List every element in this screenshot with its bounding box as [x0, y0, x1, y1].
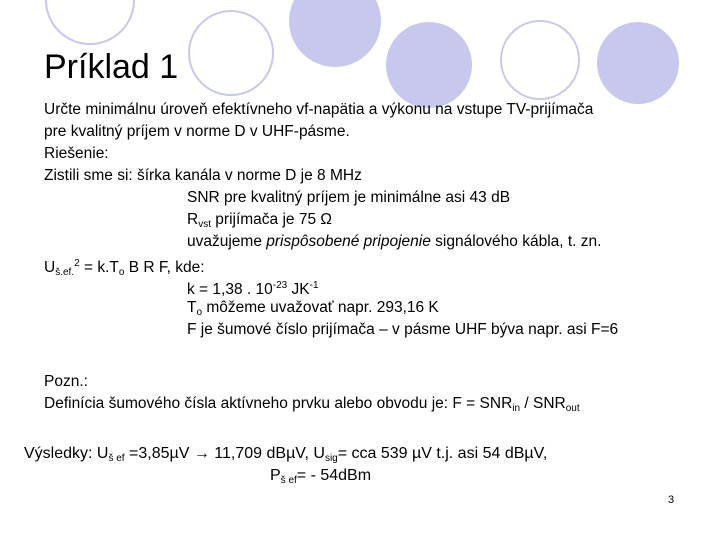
formula-tail: B R F, kde:	[124, 259, 205, 276]
matching-post: signálového kábla, t. zn.	[430, 233, 602, 250]
decor-circle-ring-1	[45, 0, 135, 45]
f-text: F je šumové číslo prijímača – v pásme UHF býva napr. asi F=6	[187, 321, 619, 338]
results-p: P	[270, 467, 281, 484]
note-slash: / SNR	[520, 395, 566, 412]
task-text-1: Určte minimálnu úroveň efektívneho vf-napätia a výkonu na vstupe TV-prijímača	[44, 101, 594, 118]
r-subscript: vst	[198, 219, 211, 230]
results-line-2	[270, 466, 371, 491]
t-symbol: T	[187, 299, 197, 316]
decor-circle-ring-2	[188, 10, 274, 96]
t-subscript: o	[196, 307, 203, 318]
r-symbol: R	[187, 211, 199, 228]
k-unit-exponent: -1	[309, 280, 319, 291]
matching-italic: prispôsobené pripojenie	[266, 233, 431, 250]
k-unit: JK	[287, 281, 310, 298]
note-sub-out: out	[565, 403, 580, 414]
page-number: 3	[668, 494, 675, 506]
note-sub-in: in	[512, 403, 521, 414]
task-line-1	[44, 100, 593, 120]
formula-rest: = k.T	[79, 259, 119, 276]
findings-intro	[44, 166, 362, 186]
formula-line	[44, 254, 205, 283]
constant-k	[187, 276, 319, 300]
decor-circle-fill-1	[289, 0, 381, 67]
note-label-text: Pozn.:	[44, 373, 88, 390]
results-sub-1: š ef	[108, 453, 125, 464]
note-label	[44, 372, 88, 392]
results-p-value: = - 54dBm	[296, 467, 372, 484]
note-definition	[44, 394, 580, 419]
arrow-right-icon: →	[193, 445, 210, 462]
decor-circle-fill-2	[386, 22, 472, 108]
task-text-2: pre kvalitný príjem v norme D v UHF-pásme.	[44, 123, 350, 140]
results-p-sub: š ef	[280, 475, 297, 486]
findings-matching	[187, 232, 601, 252]
note-def-text: Definícia šumového čísla aktívneho prvku alebo obvodu je: F = SNR	[44, 395, 513, 412]
results-sub-2: sig	[324, 453, 338, 464]
results-b: =3,85µV	[124, 445, 194, 462]
matching-pre: uvažujeme	[187, 233, 267, 250]
constant-f	[187, 320, 618, 340]
formula-u-subscript: š.ef.	[55, 267, 75, 278]
k-exponent: -23	[272, 280, 288, 291]
formula-u-superscript: 2	[74, 258, 80, 269]
findings-snr-text: SNR pre kvalitný príjem je minimálne asi 43 dB	[187, 189, 511, 206]
results-c: 11,709 dBµV, U	[209, 445, 325, 462]
solution-label	[44, 144, 109, 164]
solution-label-text: Riešenie:	[44, 145, 109, 162]
formula-t-subscript: o	[118, 267, 125, 278]
results-d: = cca 539 µV t.j. asi 54 dBµV,	[337, 445, 548, 462]
findings-snr	[187, 188, 510, 208]
t-text: môžeme uvažovať napr. 293,16 K	[202, 299, 439, 316]
decor-circle-fill-3	[597, 22, 679, 104]
k-text: k = 1,38 . 10	[187, 281, 273, 298]
findings-intro-text: Zistili sme si: šírka kanála v norme D je 8 MHz	[44, 167, 362, 184]
r-text: prijímača je 75 Ω	[210, 211, 332, 228]
task-line-2	[44, 122, 350, 142]
results-a: Výsledky: U	[24, 445, 109, 462]
slide-title: Príklad 1	[44, 48, 179, 86]
formula-u: U	[44, 259, 56, 276]
decor-circle-ring-3	[500, 20, 580, 100]
